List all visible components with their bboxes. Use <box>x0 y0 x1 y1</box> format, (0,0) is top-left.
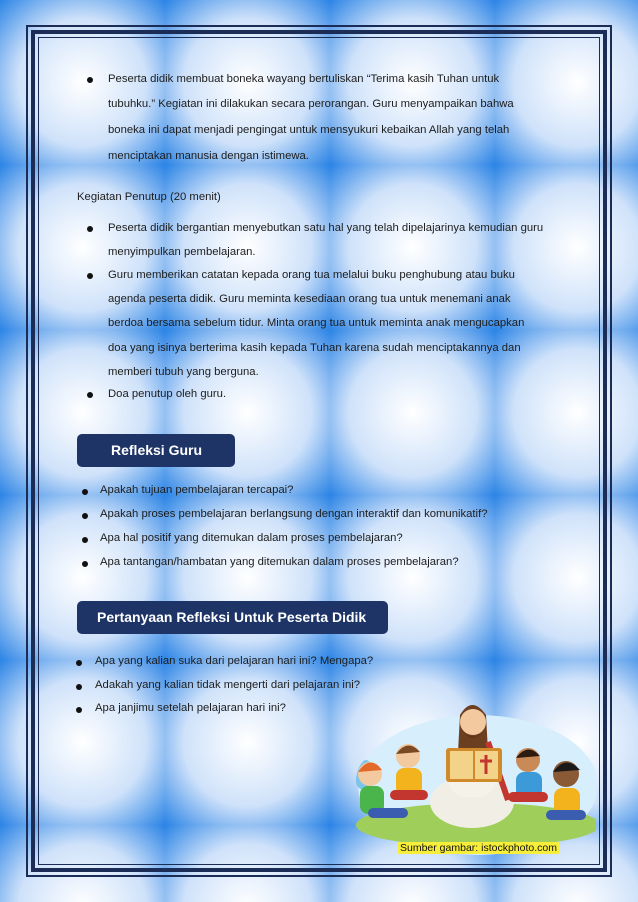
list-item: Apa janjimu setelah pelajaran hari ini? <box>95 702 286 714</box>
text-line: menciptakan manusia dengan istimewa. <box>108 150 309 162</box>
text-line: agenda peserta didik. Guru meminta kesediaan orang tua untuk menemani anak <box>108 293 511 305</box>
section-heading: Kegiatan Penutup (20 menit) <box>77 191 221 203</box>
bullet <box>76 660 82 666</box>
book-page-left <box>450 751 473 779</box>
refleksi-siswa-title-text: Pertanyaan Refleksi Untuk Peserta Didik <box>97 609 367 625</box>
refleksi-guru-title <box>77 434 235 467</box>
list-item: Apakah tujuan pembelajaran tercapai? <box>100 484 294 496</box>
list-item: Apa yang kalian suka dari pelajaran hari ini? Mengapa? <box>95 655 374 667</box>
bullet <box>82 561 88 567</box>
bullet <box>76 707 82 713</box>
bullet <box>87 226 93 232</box>
jesus-teaching-children-illustration <box>348 690 596 860</box>
bullet <box>82 489 88 495</box>
list-item: Apa tantangan/hambatan yang ditemukan dalam proses pembelajaran? <box>100 556 459 568</box>
child-legs <box>546 810 586 820</box>
refleksi-siswa-title <box>77 601 388 634</box>
bullet <box>87 77 93 83</box>
jesus-face <box>460 709 486 735</box>
refleksi-guru-title-text: Refleksi Guru <box>111 442 203 458</box>
child-legs <box>368 808 408 818</box>
text-line: menyimpulkan pembelajaran. <box>108 246 256 258</box>
text-line: Doa penutup oleh guru. <box>108 388 227 400</box>
image-credit: Sumber gambar: istockphoto.com <box>400 842 557 854</box>
text-line: memberi tubuh yang berguna. <box>108 366 259 378</box>
text-line: tubuhku.” Kegiatan ini dilakukan secara perorangan. Guru menyampaikan bahwa <box>108 98 514 110</box>
list-item: Apa hal positif yang ditemukan dalam proses pembelajaran? <box>100 532 403 544</box>
text-line: boneka ini dapat menjadi pengingat untuk mensyukuri kebaikan Allah yang telah <box>108 124 510 136</box>
text-line: Peserta didik membuat boneka wayang bertuliskan “Terima kasih Tuhan untuk <box>108 73 500 85</box>
bullet <box>82 537 88 543</box>
text-line: berdoa bersama sebelum tidur. Minta orang tua untuk meminta anak mengucapkan <box>108 317 525 329</box>
child-legs <box>508 792 548 802</box>
text-line: doa yang isinya berterima kasih kepada Tuhan karena sudah menciptakannya dan <box>108 342 521 354</box>
list-item: Adakah yang kalian tidak mengerti dari pelajaran ini? <box>95 679 361 691</box>
text-line: Guru memberikan catatan kepada orang tua melalui buku penghubung atau buku <box>108 269 515 281</box>
bullet <box>87 273 93 279</box>
bullet <box>76 684 82 690</box>
list-item: Apakah proses pembelajaran berlangsung dengan interaktif dan komunikatif? <box>100 508 488 520</box>
bullet <box>82 513 88 519</box>
bullet <box>87 392 93 398</box>
child-legs <box>390 790 428 800</box>
text-line: Peserta didik bergantian menyebutkan satu hal yang telah dipelajarinya kemudian guru <box>108 222 544 234</box>
